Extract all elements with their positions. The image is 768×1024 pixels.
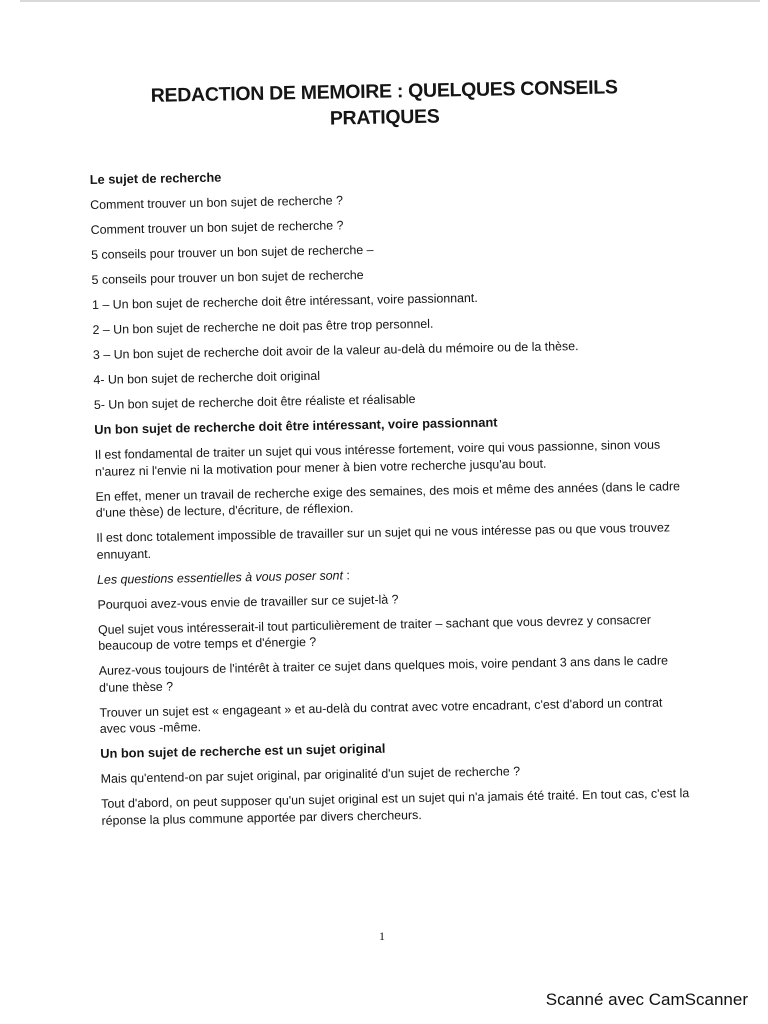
title-line-1: REDACTION DE MEMOIRE : QUELQUES CONSEILS bbox=[150, 76, 618, 107]
section-original bbox=[100, 735, 693, 829]
list-item: Comment trouver un bon sujet de recherche ? bbox=[90, 193, 344, 212]
questions-intro-text: Les questions essentielles à vous poser sont bbox=[96, 567, 344, 587]
paragraph: Trouver un sujet est « engageant » et au-delà du contrat avec votre encadrant, c'est d'abord un contrat avec vous -même. bbox=[99, 695, 663, 736]
list-item: 3 – Un bon sujet de recherche doit avoir de la valeur au-delà du mémoire ou de la thèse. bbox=[92, 339, 579, 362]
camscanner-watermark: Scanné avec CamScanner bbox=[545, 990, 748, 1009]
section-heading: Un bon sujet de recherche est un sujet original bbox=[100, 740, 386, 761]
questions-intro bbox=[97, 561, 689, 588]
list-item: 4- Un bon sujet de recherche doit original bbox=[93, 368, 321, 387]
page-number: 1 bbox=[379, 929, 385, 943]
scan-top-edge bbox=[20, 0, 760, 2]
section-heading: Le sujet de recherche bbox=[89, 169, 222, 187]
paragraph: Mais qu'entend-on par sujet original, par originalité d'un sujet de recherche ? bbox=[100, 764, 521, 786]
section-heading: Un bon sujet de recherche doit être intéressant, voire passionnant bbox=[94, 414, 498, 437]
paragraph: Tout d'abord, on peut supposer qu'un sujet original est un sujet qui n'a jamais été traité. En tout cas, c'est la réponse la plus commune apportée par divers chercheurs. bbox=[101, 786, 690, 828]
paragraph: Il est fondamental de traiter un sujet qui vous intéresse fortement, voire qui vous passionne, sinon vous n'aurez ni l'envie ni la motivation pour mener à bien votre recherche jusqu'au bout. bbox=[94, 437, 661, 479]
document-body bbox=[88, 73, 694, 837]
paragraph: Il est donc totalement impossible de travailler sur un sujet qui ne vous intéresse pas ou que vous trouvez ennuyant. bbox=[96, 520, 671, 562]
title-line-2: PRATIQUES bbox=[329, 105, 440, 130]
list-item: 1 – Un bon sujet de recherche doit être intéressant, voire passionnant. bbox=[91, 290, 478, 312]
list-item: Comment trouver un bon sujet de recherche ? bbox=[90, 218, 344, 237]
question: Aurez-vous toujours de l'intérêt à traiter ce sujet dans quelques mois, voire pendant 3 ans dans le cadre d'une thèse ? bbox=[98, 653, 669, 695]
document-title bbox=[88, 73, 681, 136]
questions-intro-colon: : bbox=[342, 567, 350, 582]
list-item: 5- Un bon sujet de recherche doit être réaliste et réalisable bbox=[93, 392, 416, 412]
question: Quel sujet vous intéresserait-il tout particulièrement de traiter – sachant que vous devrez y consacrer beaucoup de votre temps et d'énergie ? bbox=[97, 612, 652, 653]
list-item: 2 – Un bon sujet de recherche ne doit pas être trop personnel. bbox=[92, 316, 434, 337]
list-item: 5 conseils pour trouver un bon sujet de recherche – bbox=[91, 242, 374, 262]
section-sujet-de-recherche bbox=[90, 161, 686, 413]
paragraph: En effet, mener un travail de recherche exige des semaines, des mois et même des années (dans le cadre d'une thèse) de lecture, d'écriture, de réflexion. bbox=[95, 478, 681, 520]
list-item: 5 conseils pour trouver un bon sujet de recherche bbox=[91, 267, 364, 287]
section-interessant bbox=[94, 411, 692, 737]
question: Pourquoi avez-vous envie de travailler sur ce sujet-là ? bbox=[97, 591, 399, 612]
